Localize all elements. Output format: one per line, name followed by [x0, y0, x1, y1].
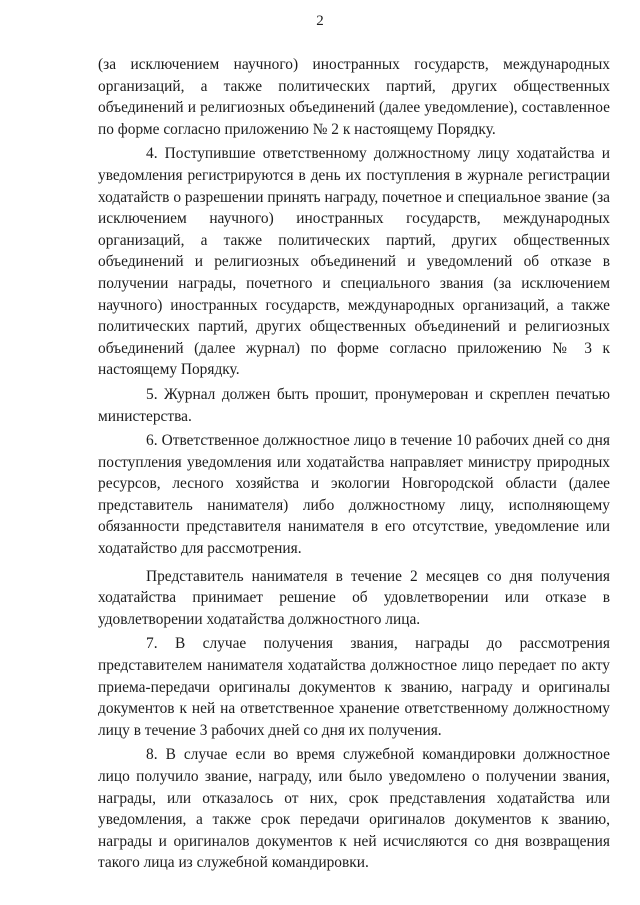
paragraph-continuation: (за исключением научного) иностранных государств, международных организаций, а также политических партий, других общественных объединений и религиозных объединений (далее уведомление), составленное по форме согласно приложению № 2 к настоящему Порядку.	[98, 56, 610, 138]
paragraph-6: 6. Ответственное должностное лицо в течение 10 рабочих дней со дня поступления уведомления или ходатайства направляет министру природных ресурсов, лесного хозяйства и экологии Новгородской области (далее представитель нанимателя) либо должностному лицу, исполняющему обязанности представителя нанимателя в его отсутствие, уведомление или ходатайство для рассмотрения.	[98, 432, 610, 558]
paragraph-6-decision: Представитель нанимателя в течение 2 месяцев со дня получения ходатайства принимает решение об удовлетворении или отказе в удовлетворении ходатайства должностного лица.	[98, 567, 610, 628]
paragraph-7: 7. В случае получения звания, награды до рассмотрения представителем нанимателя ходатайства должностное лицо передает по акту приема-передачи оригиналы документов к званию, награду и оригиналы документов к ней на ответственное хранение ответственному должностному лицу в течение 3 рабочих дней со дня их получения.	[98, 635, 610, 739]
page-number: 2	[316, 13, 324, 29]
paragraph-8: 8. В случае если во время служебной командировки должностное лицо получило звание, награду, или было уведомлено о получении звания, награды, или отказалось от них, срок представления ходатайства или уведомления, а также срок передачи оригиналов документов к званию, награды и оригиналов документов к ней исчисляются со дня возвращения такого лица из служебной командировки.	[98, 746, 610, 872]
document-body	[98, 54, 610, 874]
paragraph-4: 4. Поступившие ответственному должностному лицу ходатайства и уведомления регистрируются в день их поступления в журнале регистрации ходатайств о разрешении принять награду, почетное и специальное звание (за исключением научного) иностранных государств, международных организаций, а также политических партий, других общественных объединений и религиозных объединений и уведомлений об отказе в получении награды, почетного и специального звания (за исключением научного) иностранных государств, международных организаций, а также политических партий, других общественных объединений и религиозных объединений (далее журнал) по форме согласно приложению № 3 к настоящему Порядку.	[98, 145, 610, 379]
paragraph-5: 5. Журнал должен быть прошит, пронумерован и скреплен печатью министерства.	[98, 385, 610, 425]
